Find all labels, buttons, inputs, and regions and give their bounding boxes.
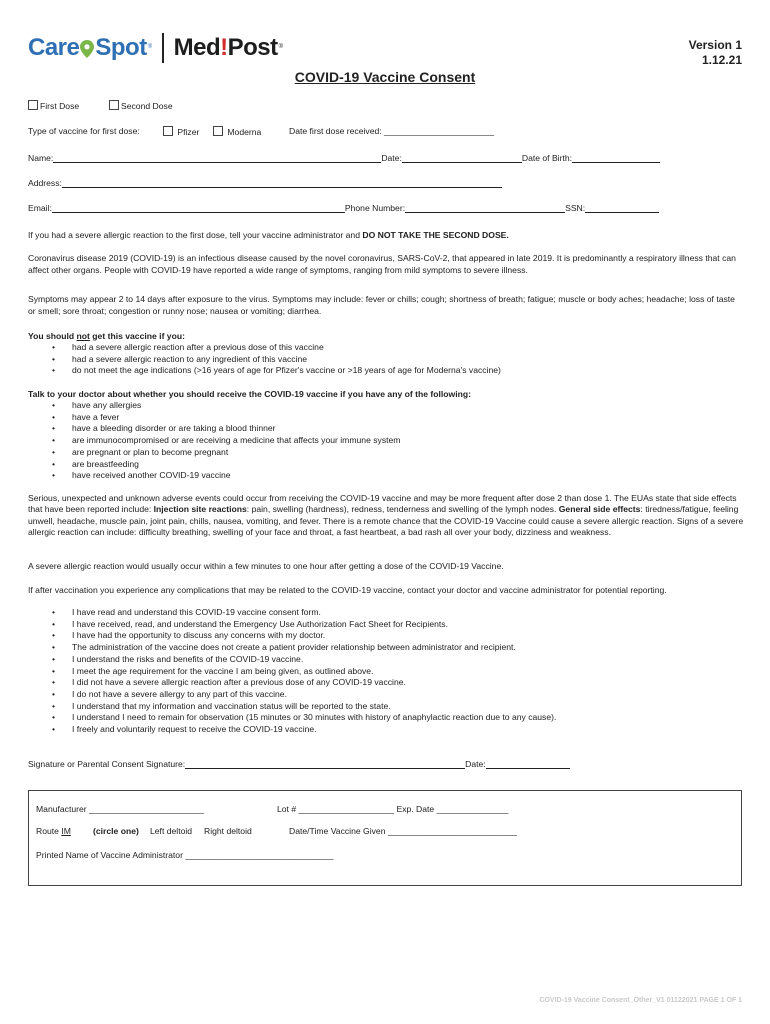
- address-label: Address:: [28, 178, 62, 188]
- page-footer: COVID-19 Vaccine Consent_Other_V1 01122021 PAGE 1 OF 1: [539, 997, 742, 1004]
- should-not-heading: You should not get this vaccine if you:: [28, 331, 185, 341]
- second-dose-option[interactable]: [109, 100, 173, 112]
- list-item: • I understand the risks and benefits of the COVID-19 vaccine.: [28, 654, 744, 666]
- page-title: COVID-19 Vaccine Consent: [294, 69, 476, 85]
- signature-input[interactable]: [185, 759, 465, 769]
- address-input[interactable]: [62, 178, 502, 188]
- moderna-checkbox[interactable]: [213, 126, 223, 136]
- route-label: Route: [36, 826, 62, 836]
- list-item: • had a severe allergic reaction to any ingredient of this vaccine: [28, 354, 744, 366]
- route-im: IM: [61, 826, 71, 836]
- logo-bang: !: [220, 34, 228, 62]
- lot-exp-field[interactable]: Lot # ____________________ Exp. Date _______________: [277, 804, 509, 814]
- signature-date-label: Date:: [465, 759, 486, 769]
- dob-input[interactable]: [572, 153, 660, 163]
- version-date: 1.12.21: [701, 53, 742, 67]
- list-item: • have received another COVID-19 vaccine: [28, 470, 744, 482]
- version-label: Version 1: [688, 38, 742, 52]
- signature-label: Signature or Parental Consent Signature:: [28, 759, 186, 769]
- carespot-medpost-logo: Care Spot ® Med !P ost ®: [28, 32, 283, 64]
- name-input[interactable]: [53, 153, 381, 163]
- pfizer-checkbox[interactable]: [163, 126, 173, 136]
- moderna-option[interactable]: [213, 126, 261, 138]
- list-item: • I did not have a severe allergic reaction after a previous dose of any COVID-19 vaccine.: [28, 677, 744, 689]
- ssn-input[interactable]: [585, 203, 659, 213]
- signature-row: [28, 759, 570, 770]
- first-dose-label: First Dose: [40, 101, 80, 111]
- list-item: • I have read and understand this COVID-19 vaccine consent form.: [28, 607, 744, 619]
- warning-bold: DO NOT TAKE THE SECOND DOSE.: [362, 230, 509, 240]
- list-item: • The administration of the vaccine does not create a patient provider relationship between administrator and recipient.: [28, 642, 744, 654]
- list-item: • I do not have a severe allergy to any part of this vaccine.: [28, 689, 744, 701]
- date-first-dose-field[interactable]: Date first dose received: _______________________: [289, 126, 494, 136]
- date-label: Date:: [381, 153, 402, 163]
- logo-spot-text: Spot: [95, 34, 147, 62]
- adverse-events-paragraph: Serious, unexpected and unknown adverse events could occur from receiving the COVID-19 vaccine and may be more frequent after dose 2 than dose 1. The EUAs state that side effects that have been reported include: Injection site reactions: pain, swelling (hardness), redness, tenderness and swelling of the lymph nodes. General side effects: tiredness/fatigue, feeling unwell, headache, muscle pain, joint pain, chills, nausea, vomiting, and fever. There is a remote chance that the COVID-19 Vaccine could cause a severe allergic reaction. Signs of a severe allergic reaction can include: difficulty breathing, swelling of your face and throat, a fast heartbeat, a bad rash all over your body, dizziness and weakness.: [28, 493, 744, 538]
- name-label: Name:: [28, 153, 54, 163]
- phone-input[interactable]: [405, 203, 565, 213]
- list-item: • I have received, read, and understand the Emergency Use Authorization Fact Sheet for Recipients.: [28, 619, 744, 631]
- logo-med-text: Med: [173, 34, 221, 62]
- logo-care-text: Care: [28, 34, 80, 62]
- list-item: • have a fever: [28, 412, 744, 424]
- first-dose-checkbox[interactable]: [28, 100, 38, 110]
- should-not-list: [28, 342, 744, 377]
- circle-one-label: (circle one): [93, 826, 139, 836]
- list-item: • I understand I need to remain for observation (15 minutes or 30 minutes with history of anaphylactic reaction due to any cause).: [28, 712, 744, 724]
- list-item: • had a severe allergic reaction after a previous dose of this vaccine: [28, 342, 744, 354]
- signature-date-input[interactable]: [486, 759, 570, 769]
- version-block: [689, 38, 742, 68]
- pfizer-label: Pfizer: [177, 127, 200, 137]
- talk-doctor-heading: Talk to your doctor about whether you should receive the COVID-19 vaccine if you have any of the following:: [28, 389, 471, 399]
- first-dose-option[interactable]: [28, 100, 79, 112]
- list-item: • I have had the opportunity to discuss any concerns with my doctor.: [28, 630, 744, 642]
- email-label: Email:: [28, 203, 52, 213]
- email-input[interactable]: [52, 203, 345, 213]
- printed-name-field[interactable]: Printed Name of Vaccine Administrator _______________________________: [36, 850, 334, 860]
- list-item: • have a bleeding disorder or are taking a blood thinner: [28, 423, 744, 435]
- dob-label: Date of Birth:: [521, 153, 573, 163]
- logo-post-text: ost: [243, 34, 278, 62]
- phone-label: Phone Number:: [344, 203, 406, 213]
- list-item: • have any allergies: [28, 400, 744, 412]
- vaccine-type-label: Type of vaccine for first dose:: [28, 126, 140, 136]
- address-field-row: [28, 178, 502, 189]
- second-dose-label: Second Dose: [121, 101, 173, 111]
- contact-field-row: [28, 203, 659, 214]
- covid-description: Coronavirus disease 2019 (COVID-19) is an infectious disease caused by the novel coronavirus, SARS-CoV-2, that appeared in late 2019. It is predominantly a respiratory illness that can affect other organs. People with COVID-19 have reported a wide range of symptoms, ranging from mild symptoms to severe illness.: [28, 253, 736, 276]
- list-item: • are breastfeeding: [28, 459, 744, 471]
- list-item: • I meet the age requirement for the vaccine I am being given, as outlined above.: [28, 666, 744, 678]
- left-deltoid-option[interactable]: Left deltoid: [150, 826, 193, 836]
- manufacturer-field[interactable]: Manufacturer ________________________: [36, 804, 204, 814]
- date-time-given-field[interactable]: Date/Time Vaccine Given ___________________________: [289, 826, 517, 836]
- symptoms-paragraph: Symptoms may appear 2 to 14 days after exposure to the virus. Symptoms may include: fever or chills; cough; shortness of breath; fatigue; muscle or body aches; headache; loss of taste or smell; sore throat; congestion or runny nose; nausea or vomiting; diarrhea.: [28, 294, 735, 317]
- talk-doctor-section: [28, 388, 744, 482]
- route-row: [36, 826, 71, 837]
- consent-statements: [28, 607, 744, 736]
- map-pin-icon: [80, 40, 94, 58]
- complications-paragraph: If after vaccination you experience any complications that may be related to the COVID-19 vaccine, contact your doctor and vaccine administrator for potential reporting.: [28, 585, 667, 595]
- list-item: • do not meet the age indications (>16 years of age for Pfizer's vaccine or >18 years of age for Moderna's vaccine): [28, 365, 744, 377]
- moderna-label: Moderna: [227, 127, 262, 137]
- talk-doctor-list: [28, 400, 744, 482]
- date-input[interactable]: [402, 153, 522, 163]
- consent-list: [28, 607, 744, 736]
- name-field-row: [28, 153, 660, 164]
- list-item: • are pregnant or plan to become pregnant: [28, 447, 744, 459]
- list-item: • I understand that my information and vaccination status will be reported to the state.: [28, 701, 744, 713]
- list-item: • are immunocompromised or are receiving a medicine that affects your immune system: [28, 435, 744, 447]
- second-dose-warning: If you had a severe allergic reaction to the first dose, tell your vaccine administrator and DO NOT TAKE THE SECOND DOSE.: [28, 230, 509, 240]
- pfizer-option[interactable]: [163, 126, 199, 138]
- ssn-label: SSN:: [565, 203, 586, 213]
- right-deltoid-option[interactable]: Right deltoid: [204, 826, 252, 836]
- allergic-timing-paragraph: A severe allergic reaction would usually occur within a few minutes to one hour after getting a dose of the COVID-19 Vaccine.: [28, 561, 504, 571]
- list-item: • I freely and voluntarily request to receive the COVID-19 vaccine.: [28, 724, 744, 736]
- should-not-section: [28, 330, 744, 377]
- second-dose-checkbox[interactable]: [109, 100, 119, 110]
- logo-divider: [162, 33, 164, 63]
